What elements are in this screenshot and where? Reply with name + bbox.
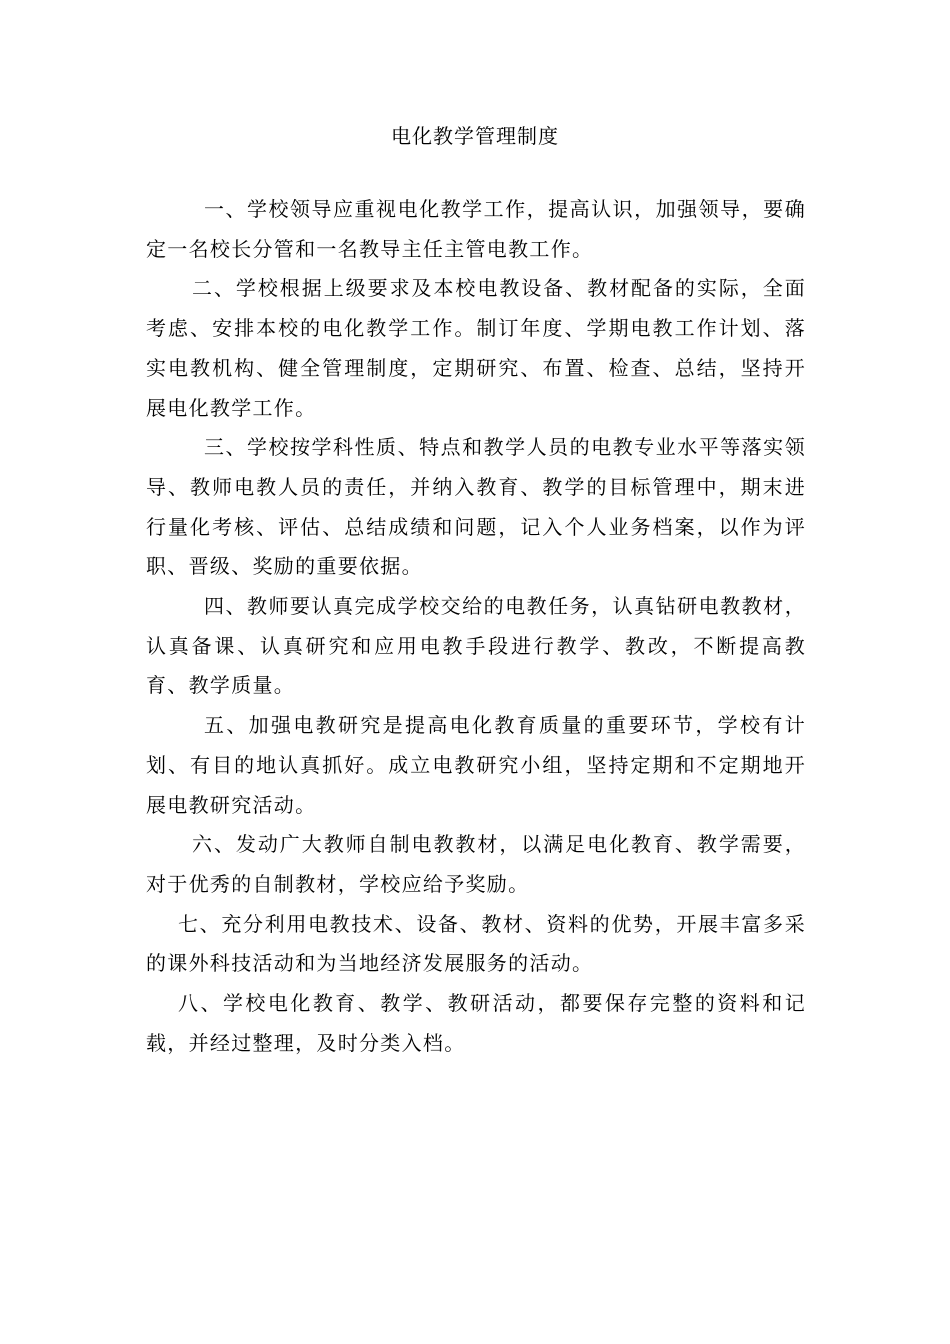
paragraph-2: 二、学校根据上级要求及本校电教设备、教材配备的实际，全面考虑、安排本校的电化教学工作。制订年度、学期电教工作计划、落实电教机构、健全管理制度，定期研究、布置、检查、总结，坚持开展电化教学工作。: [146, 276, 806, 420]
paragraph-1: 一、学校领导应重视电化教学工作，提高认识，加强领导，要确定一名校长分管和一名教导主任主管电教工作。: [146, 197, 806, 261]
document-title: 电化教学管理制度: [391, 124, 559, 148]
paragraph-4: 四、教师要认真完成学校交给的电教任务，认真钻研电教教材，认真备课、认真研究和应用电教手段进行教学、教改，不断提高教育、教学质量。: [146, 594, 806, 698]
paragraph-8: 八、学校电化教育、教学、教研活动，都要保存完整的资料和记载，并经过整理，及时分类入档。: [146, 991, 806, 1055]
paragraph-6: 六、发动广大教师自制电教教材，以满足电化教育、教学需要，对于优秀的自制教材，学校应给予奖励。: [146, 832, 806, 896]
paragraph-3: 三、学校按学科性质、特点和教学人员的电教专业水平等落实领导、教师电教人员的责任，并纳入教育、教学的目标管理中，期末进行量化考核、评估、总结成绩和问题，记入个人业务档案，以作为评职、晋级、奖励的重要依据。: [146, 435, 806, 579]
paragraph-7: 七、充分利用电教技术、设备、教材、资料的优势，开展丰富多采的课外科技活动和为当地经济发展服务的活动。: [146, 911, 806, 976]
paragraph-5: 五、加强电教研究是提高电化教育质量的重要环节，学校有计划、有目的地认真抓好。成立电教研究小组，坚持定期和不定期地开展电教研究活动。: [146, 713, 806, 817]
document-body: [146, 190, 806, 1063]
